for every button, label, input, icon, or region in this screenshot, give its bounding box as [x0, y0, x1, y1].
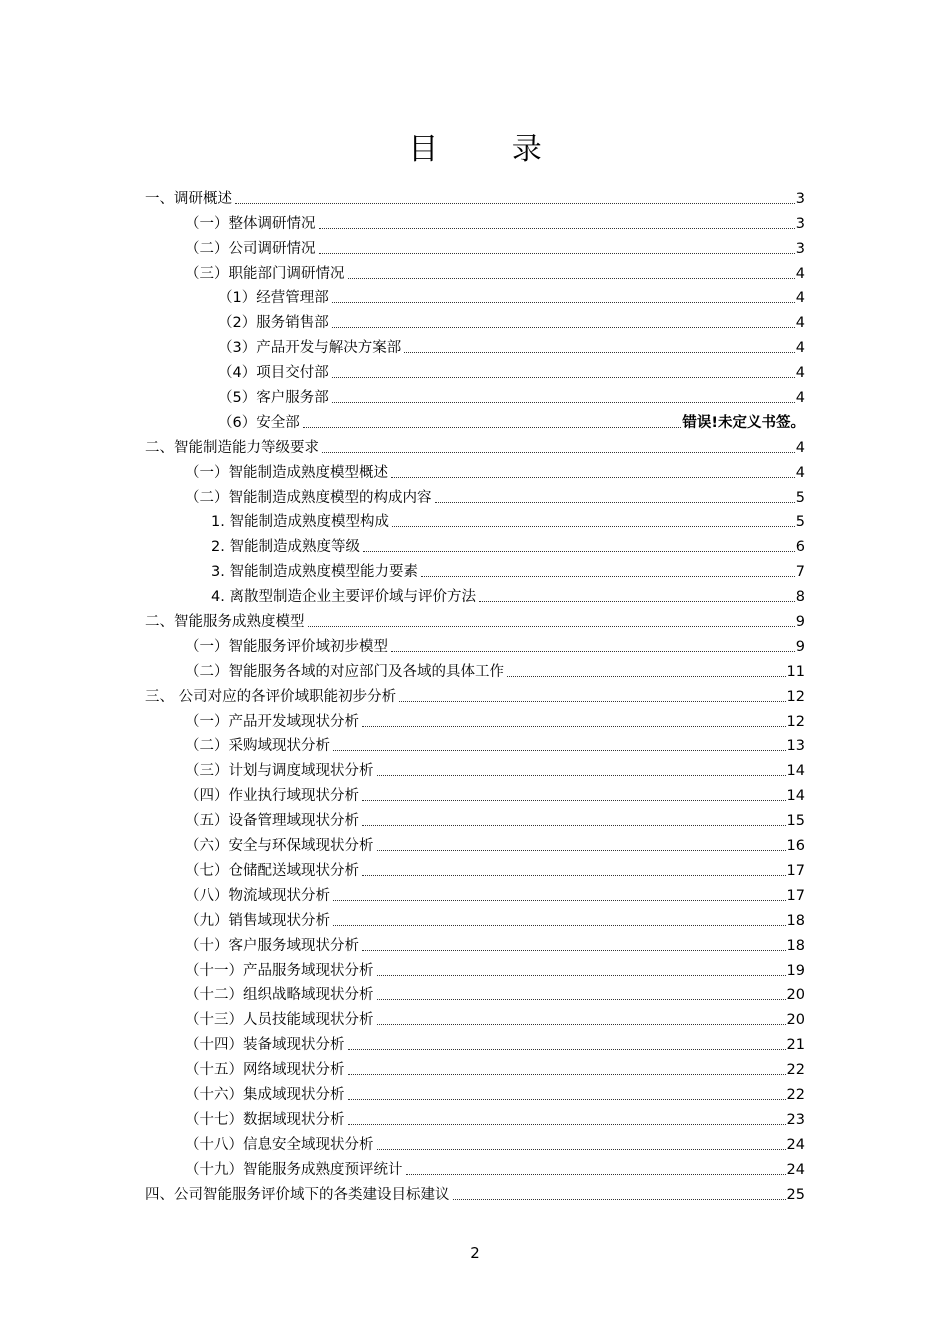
toc-leader-dots [333, 750, 786, 751]
toc-entry[interactable] [145, 359, 805, 384]
toc-entry-label: （十五）网络域现状分析 [185, 1062, 345, 1079]
toc-leader-dots [421, 576, 795, 577]
page-number: 2 [470, 1244, 480, 1262]
toc-entry-page: 4 [795, 340, 805, 357]
toc-leader-dots [332, 302, 795, 303]
toc-entry[interactable] [145, 583, 805, 608]
toc-entry-page: 17 [786, 862, 805, 879]
toc-entry[interactable] [145, 509, 805, 534]
toc-leader-dots [348, 1124, 786, 1125]
toc-entry-page: 错误!未定义书签。 [682, 414, 805, 431]
toc-leader-dots [377, 1024, 786, 1025]
toc-entry-label: （1）经营管理部 [218, 290, 329, 307]
toc-entry[interactable] [145, 957, 805, 982]
toc-entry-page: 12 [786, 688, 805, 705]
toc-leader-dots [377, 1149, 786, 1150]
toc-entry-page: 4 [795, 315, 805, 332]
toc-leader-dots [348, 1049, 786, 1050]
toc-entry-label: 四、公司智能服务评价域下的各类建设目标建议 [145, 1186, 450, 1203]
toc-entry[interactable] [145, 533, 805, 558]
toc-leader-dots [404, 352, 795, 353]
toc-entry-label: （2）服务销售部 [218, 315, 329, 332]
toc-entry[interactable] [145, 334, 805, 359]
table-of-contents [145, 185, 805, 1206]
toc-entry-page: 18 [786, 912, 805, 929]
toc-entry-label: （十三）人员技能域现状分析 [185, 1012, 374, 1029]
toc-entry-page: 23 [786, 1111, 805, 1128]
toc-leader-dots [399, 701, 785, 702]
toc-entry-label: （十一）产品服务域现状分析 [185, 962, 374, 979]
toc-entry[interactable] [145, 384, 805, 409]
toc-entry-page: 4 [795, 290, 805, 307]
toc-leader-dots [392, 526, 795, 527]
toc-entry-label: （十八）信息安全域现状分析 [185, 1136, 374, 1153]
toc-entry[interactable] [145, 882, 805, 907]
toc-entry[interactable] [145, 608, 805, 633]
toc-entry[interactable] [145, 309, 805, 334]
toc-leader-dots [308, 626, 795, 627]
toc-leader-dots [362, 875, 786, 876]
toc-leader-dots [377, 999, 786, 1000]
toc-entry-page: 9 [795, 614, 805, 631]
toc-leader-dots [507, 676, 786, 677]
toc-entry-label: （三）职能部门调研情况 [185, 265, 345, 282]
toc-entry-label: （十六）集成域现状分析 [185, 1086, 345, 1103]
toc-entry-page: 9 [795, 638, 805, 655]
toc-entry-label: （八）物流域现状分析 [185, 887, 330, 904]
toc-entry-label: 3. 智能制造成熟度模型能力要素 [211, 564, 418, 581]
toc-entry[interactable] [145, 733, 805, 758]
toc-entry-page: 25 [786, 1186, 805, 1203]
toc-entry[interactable] [145, 260, 805, 285]
toc-entry-page: 11 [786, 663, 805, 680]
toc-entry-label: 二、智能制造能力等级要求 [145, 439, 319, 456]
toc-entry-page: 24 [786, 1136, 805, 1153]
toc-entry[interactable] [145, 1131, 805, 1156]
toc-entry-label: 4. 离散型制造企业主要评价域与评价方法 [211, 589, 476, 606]
toc-entry-label: （一）智能服务评价域初步模型 [185, 638, 388, 655]
toc-entry-label: （二）智能制造成熟度模型的构成内容 [185, 489, 432, 506]
toc-entry[interactable] [145, 1056, 805, 1081]
toc-leader-dots [453, 1199, 786, 1200]
toc-entry-page: 3 [795, 240, 805, 257]
toc-leader-dots [348, 278, 795, 279]
toc-entry[interactable] [145, 857, 805, 882]
toc-leader-dots [363, 551, 795, 552]
toc-entry-label: （十七）数据域现状分析 [185, 1111, 345, 1128]
toc-leader-dots [333, 900, 786, 901]
toc-entry-label: （一）产品开发域现状分析 [185, 713, 359, 730]
toc-entry[interactable] [145, 459, 805, 484]
toc-leader-dots [332, 377, 795, 378]
toc-entry[interactable] [145, 210, 805, 235]
toc-entry-label: （6）安全部 [218, 414, 300, 431]
toc-entry[interactable] [145, 832, 805, 857]
toc-title: 目 录 [408, 132, 574, 167]
toc-entry[interactable] [145, 907, 805, 932]
toc-entry-label: （九）销售域现状分析 [185, 912, 330, 929]
toc-entry-page: 4 [795, 439, 805, 456]
toc-entry[interactable] [145, 185, 805, 210]
toc-entry-label: （三）计划与调度域现状分析 [185, 763, 374, 780]
toc-entry[interactable] [145, 932, 805, 957]
toc-entry-page: 5 [795, 489, 805, 506]
toc-entry[interactable] [145, 1031, 805, 1056]
toc-entry[interactable] [145, 1006, 805, 1031]
toc-entry-label: 二、智能服务成熟度模型 [145, 614, 305, 631]
toc-entry-page: 4 [795, 464, 805, 481]
toc-leader-dots [332, 327, 795, 328]
toc-entry-label: （二）智能服务各域的对应部门及各域的具体工作 [185, 663, 504, 680]
toc-leader-dots [333, 925, 786, 926]
toc-leader-dots [348, 1099, 786, 1100]
toc-entry[interactable] [145, 782, 805, 807]
toc-entry[interactable] [145, 982, 805, 1007]
toc-entry-page: 18 [786, 937, 805, 954]
toc-entry-label: （六）安全与环保域现状分析 [185, 838, 374, 855]
toc-leader-dots [391, 651, 795, 652]
toc-entry-page: 5 [795, 514, 805, 531]
toc-leader-dots [435, 502, 795, 503]
toc-entry-page: 6 [795, 539, 805, 556]
toc-leader-dots [391, 477, 795, 478]
toc-entry[interactable] [145, 708, 805, 733]
toc-entry-label: （二）公司调研情况 [185, 240, 316, 257]
toc-entry-page: 24 [786, 1161, 805, 1178]
toc-entry[interactable] [145, 757, 805, 782]
toc-entry-page: 15 [786, 813, 805, 830]
toc-entry-label: （4）项目交付部 [218, 365, 329, 382]
toc-entry[interactable] [145, 235, 805, 260]
toc-leader-dots [377, 850, 786, 851]
toc-leader-dots [235, 203, 795, 204]
toc-entry[interactable] [145, 409, 805, 434]
toc-leader-dots [362, 825, 786, 826]
toc-entry[interactable] [145, 1106, 805, 1131]
toc-entry[interactable] [145, 1181, 805, 1206]
toc-leader-dots [377, 975, 786, 976]
toc-entry[interactable] [145, 633, 805, 658]
toc-leader-dots [362, 950, 786, 951]
toc-entry-label: （十二）组织战略域现状分析 [185, 987, 374, 1004]
toc-leader-dots [332, 402, 795, 403]
toc-entry-page: 7 [795, 564, 805, 581]
toc-entry[interactable] [145, 1081, 805, 1106]
toc-entry-label: （五）设备管理域现状分析 [185, 813, 359, 830]
toc-entry-page: 8 [795, 589, 805, 606]
toc-entry[interactable] [145, 658, 805, 683]
toc-entry-page: 21 [786, 1037, 805, 1054]
toc-entry-page: 22 [786, 1062, 805, 1079]
toc-leader-dots [319, 228, 795, 229]
toc-entry-page: 17 [786, 887, 805, 904]
toc-entry-page: 12 [786, 713, 805, 730]
toc-entry-page: 3 [795, 190, 805, 207]
toc-entry-page: 14 [786, 788, 805, 805]
toc-entry[interactable] [145, 434, 805, 459]
toc-leader-dots [406, 1174, 786, 1175]
toc-entry[interactable] [145, 484, 805, 509]
toc-entry-page: 4 [795, 365, 805, 382]
toc-entry-page: 19 [786, 962, 805, 979]
toc-entry-page: 4 [795, 265, 805, 282]
toc-leader-dots [479, 601, 795, 602]
toc-leader-dots [319, 253, 795, 254]
toc-entry-page: 14 [786, 763, 805, 780]
toc-entry[interactable] [145, 683, 805, 708]
toc-entry-page: 16 [786, 838, 805, 855]
toc-leader-dots [362, 726, 786, 727]
toc-leader-dots [322, 452, 795, 453]
toc-entry[interactable] [145, 558, 805, 583]
toc-entry-label: （3）产品开发与解决方案部 [218, 340, 402, 357]
toc-entry-label: 2. 智能制造成熟度等级 [211, 539, 360, 556]
toc-entry-page: 22 [786, 1086, 805, 1103]
toc-entry-label: （十四）装备域现状分析 [185, 1037, 345, 1054]
toc-entry-label: （二）采购域现状分析 [185, 738, 330, 755]
toc-entry-label: 1. 智能制造成熟度模型构成 [211, 514, 389, 531]
toc-entry-label: （5）客户服务部 [218, 390, 329, 407]
toc-entry[interactable] [145, 1156, 805, 1181]
toc-leader-dots [362, 800, 786, 801]
toc-entry-label: 三、 公司对应的各评价域职能初步分析 [145, 688, 397, 705]
toc-entry-label: （一）智能制造成熟度模型概述 [185, 464, 388, 481]
toc-leader-dots [377, 775, 786, 776]
toc-leader-dots [348, 1074, 786, 1075]
toc-entry-page: 4 [795, 390, 805, 407]
toc-entry-label: （十）客户服务域现状分析 [185, 937, 359, 954]
toc-entry-label: （一）整体调研情况 [185, 215, 316, 232]
toc-entry-page: 13 [786, 738, 805, 755]
toc-entry-label: （四）作业执行域现状分析 [185, 788, 359, 805]
toc-entry-label: （七）仓储配送域现状分析 [185, 862, 359, 879]
toc-entry-page: 20 [786, 987, 805, 1004]
toc-entry-label: （十九）智能服务成熟度预评统计 [185, 1161, 403, 1178]
toc-entry-page: 3 [795, 215, 805, 232]
toc-entry-label: 一、调研概述 [145, 190, 232, 207]
toc-leader-dots [303, 427, 682, 428]
toc-entry[interactable] [145, 285, 805, 310]
toc-entry-page: 20 [786, 1012, 805, 1029]
toc-entry[interactable] [145, 807, 805, 832]
